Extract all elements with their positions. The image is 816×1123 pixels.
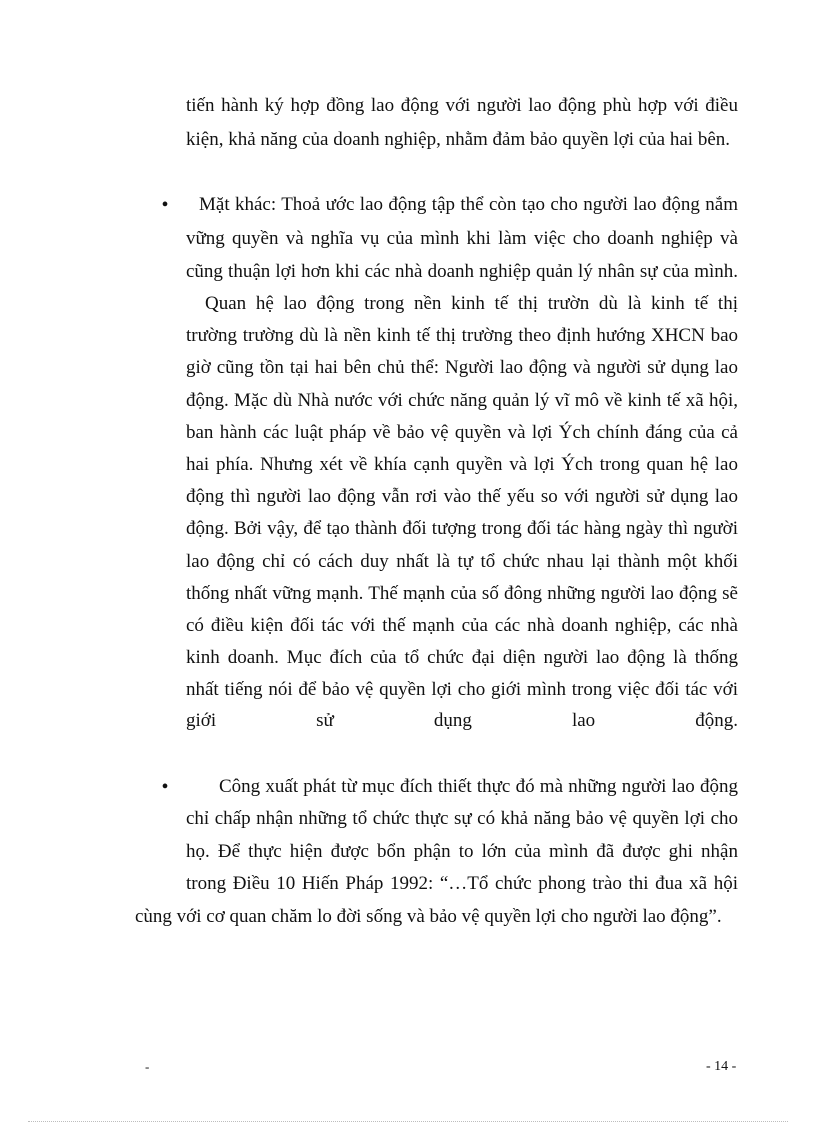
text-line: động. Bởi vậy, để tạo thành đối tượng trong đối tác hàng ngày thì người bbox=[186, 518, 738, 539]
text-line: họ. Để thực hiện được bổn phận to lớn của mình đã được ghi nhận bbox=[186, 841, 738, 862]
text-line: chỉ chấp nhận những tổ chức thực sự có khả năng bảo vệ quyền lợi cho bbox=[186, 808, 738, 829]
page-number: - 14 - bbox=[706, 1059, 737, 1074]
text-line: tiến hành ký hợp đồng lao động với người lao động phù hợp với điều bbox=[186, 95, 738, 116]
text-line: vững quyền và nghĩa vụ của mình khi làm việc cho doanh nghiệp và bbox=[186, 228, 738, 249]
text-line: động thì người lao động vẫn rơi vào thế yếu so với người sử dụng lao bbox=[186, 486, 738, 507]
text-line: trong Điều 10 Hiến Pháp 1992: “…Tổ chức phong trào thi đua xã hội bbox=[186, 873, 738, 894]
text-line: hai phía. Nhưng xét về khía cạnh quyền và lợi Ých trong quan hệ lao bbox=[186, 454, 738, 475]
text-line: kiện, khả năng của doanh nghiệp, nhằm đảm bảo quyền lợi của hai bên. bbox=[186, 129, 730, 150]
footer-left-mark: - bbox=[145, 1059, 150, 1074]
text-line: cũng thuận lợi hơn khi các nhà doanh nghiệp quản lý nhân sự của mình. bbox=[186, 261, 738, 282]
text-line: Công xuất phát từ mục đích thiết thực đó mà những người lao động bbox=[219, 776, 738, 797]
text-line: cùng với cơ quan chăm lo đời sống và bảo vệ quyền lợi cho người lao động”. bbox=[135, 906, 722, 927]
text-line: ban hành các luật pháp về bảo vệ quyền và lợi Ých chính đáng của cả bbox=[186, 422, 738, 443]
text-line: trường trường dù là nền kinh tế thị trường theo định hướng XHCN bao bbox=[186, 325, 738, 346]
text-line: nhất tiếng nói để bảo vệ quyền lợi cho giới mình trong việc đối tác với bbox=[186, 679, 738, 700]
text-line: kinh doanh. Mục đích của tổ chức đại diện người lao động là thống bbox=[186, 647, 738, 668]
text-line: Mặt khác: Thoả ước lao động tập thể còn tạo cho người lao động nắm bbox=[199, 194, 738, 215]
text-line: lao động chỉ có cách duy nhất là tự tổ chức nhau lại thành một khối bbox=[186, 551, 738, 572]
text-line: Quan hệ lao động trong nền kinh tế thị trườn dù là kinh tế thị bbox=[205, 293, 738, 314]
page-bottom-edge bbox=[28, 1121, 788, 1122]
text-line: có điều kiện đối tác với thế mạnh của các nhà doanh nghiệp, các nhà bbox=[186, 615, 738, 636]
text-line: giới sử dụng lao động. bbox=[186, 710, 738, 731]
text-line: thống nhất vững mạnh. Thế mạnh của số đông những người lao động sẽ bbox=[186, 583, 738, 604]
text-line: động. Mặc dù Nhà nước với chức năng quản lý vĩ mô về kinh tế xã hội, bbox=[186, 390, 738, 411]
bullet-icon: • bbox=[161, 194, 169, 216]
bullet-icon: • bbox=[161, 776, 169, 798]
text-line: giờ cũng tồn tại hai bên chủ thể: Người lao động và người sử dụng lao bbox=[186, 357, 738, 378]
